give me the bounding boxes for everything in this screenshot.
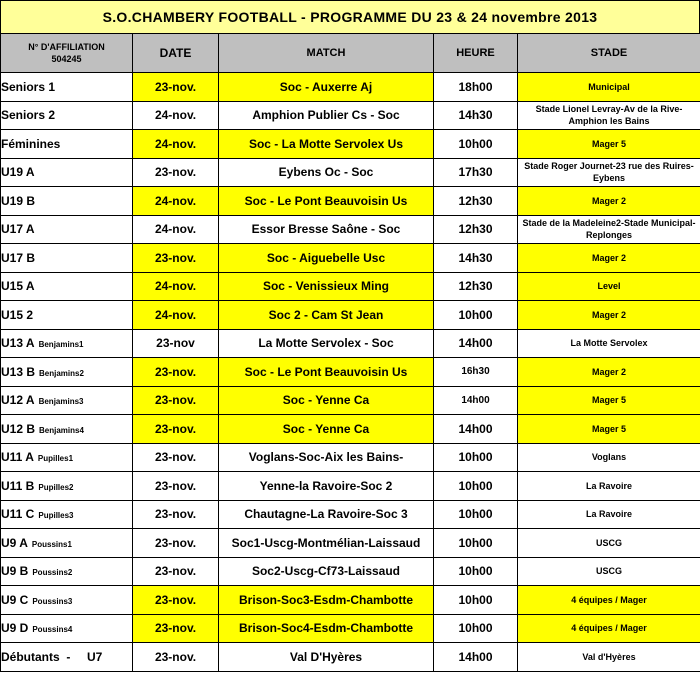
heure-cell: 10h00 [434,500,518,529]
match-cell: Voglans-Soc-Aix les Bains- [219,443,434,472]
category-cell [1,557,133,586]
stade-cell: Mager 2 [518,244,700,273]
category-label: U11 B [1,478,35,493]
subcategory-label: Poussins3 [32,596,73,606]
match-cell: Soc - Auxerre Aj [219,73,434,102]
programme-table [0,33,700,672]
match-cell: Amphion Publier Cs - Soc [219,101,434,130]
category-cell [1,358,133,387]
heure-header: HEURE [434,34,518,73]
category-label: U9 C [1,592,29,607]
heure-cell: 14h00 [434,386,518,415]
match-cell: Soc 2 - Cam St Jean [219,301,434,330]
table-row [1,415,700,444]
stade-cell: Voglans [518,443,700,472]
match-cell: Eybens Oc - Soc [219,158,434,187]
category-cell [1,187,133,216]
category-label: U9 A [1,535,28,550]
stade-cell: USCG [518,557,700,586]
category-label: U15 A [1,279,35,294]
date-cell: 23-nov. [133,472,219,501]
heure-cell: 12h30 [434,187,518,216]
match-cell: Soc - Yenne Ca [219,415,434,444]
heure-cell: 16h30 [434,358,518,387]
date-cell: 23-nov. [133,643,219,672]
subcategory-label: Benjamins3 [38,397,84,407]
category-label: Seniors 2 [1,108,56,123]
heure-cell: 14h30 [434,101,518,130]
table-row [1,529,700,558]
category-cell [1,244,133,273]
heure-cell: 10h00 [434,130,518,159]
subcategory-label: Pupilles1 [37,454,74,464]
category-label: U9 B [1,564,29,579]
category-label: U13 A [1,336,35,351]
date-cell: 23-nov. [133,358,219,387]
date-cell: 23-nov. [133,529,219,558]
heure-cell: 12h30 [434,215,518,244]
category-cell [1,329,133,358]
date-cell: 23-nov. [133,557,219,586]
date-cell: 24-nov. [133,130,219,159]
table-row [1,500,700,529]
date-cell: 24-nov. [133,301,219,330]
date-cell: 24-nov. [133,187,219,216]
stade-cell: Mager 2 [518,187,700,216]
category-label: U13 B [1,364,36,379]
date-cell: 23-nov. [133,443,219,472]
table-header-row [1,34,700,73]
match-cell: Brison-Soc3-Esdm-Chambotte [219,586,434,615]
date-cell: 23-nov. [133,158,219,187]
subcategory-label: Poussins1 [31,539,72,549]
category-cell [1,386,133,415]
category-label: U17 B [1,250,36,265]
date-cell: 23-nov. [133,73,219,102]
category-cell [1,643,133,672]
stade-cell: Mager 5 [518,130,700,159]
stade-cell: Stade de la Madeleine2-Stade Municipal-Replonges [518,215,700,244]
match-cell: La Motte Servolex - Soc [219,329,434,358]
subcategory-label: Benjamins1 [38,340,84,350]
subcategory-label: Benjamins2 [39,368,84,378]
stade-header: STADE [518,34,700,73]
date-cell: 24-nov. [133,215,219,244]
table-row [1,101,700,130]
date-cell: 24-nov. [133,101,219,130]
heure-cell: 14h00 [434,329,518,358]
stade-cell: USCG [518,529,700,558]
category-cell [1,443,133,472]
affiliation-header [1,34,133,73]
date-cell: 23-nov. [133,586,219,615]
category-label: U15 2 [1,307,34,322]
match-header: MATCH [219,34,434,73]
heure-cell: 10h00 [434,557,518,586]
date-cell: 23-nov. [133,415,219,444]
category-label: Féminines [1,136,61,151]
subcategory-label: Pupilles2 [38,482,74,492]
stade-cell: Municipal [518,73,700,102]
table-row [1,158,700,187]
stade-cell: La Ravoire [518,500,700,529]
category-label: Débutants - U7 [1,649,103,664]
table-row [1,272,700,301]
table-row [1,130,700,159]
category-label: U11 C [1,507,35,522]
category-cell [1,215,133,244]
subcategory-label: Pupilles3 [38,511,74,521]
match-cell: Chautagne-La Ravoire-Soc 3 [219,500,434,529]
category-label: U19 B [1,193,36,208]
stade-cell: Mager 2 [518,301,700,330]
category-label: U17 A [1,222,35,237]
match-cell: Brison-Soc4-Esdm-Chambotte [219,614,434,643]
table-row [1,187,700,216]
date-cell: 23-nov. [133,500,219,529]
category-cell [1,586,133,615]
match-cell: Val D'Hyères [219,643,434,672]
stade-cell: 4 équipes / Mager [518,586,700,615]
heure-cell: 14h00 [434,415,518,444]
match-cell: Soc - Le Pont Beauvoisin Us [219,358,434,387]
date-cell: 23-nov. [133,386,219,415]
category-label: U9 D [1,621,29,636]
category-cell [1,415,133,444]
stade-cell: La Ravoire [518,472,700,501]
category-label: U11 A [1,450,34,465]
table-row [1,358,700,387]
subcategory-label: Benjamins4 [39,425,84,435]
table-row [1,586,700,615]
category-cell [1,500,133,529]
subcategory-label: Poussins4 [32,625,73,635]
category-cell [1,529,133,558]
category-cell [1,301,133,330]
match-cell: Soc - La Motte Servolex Us [219,130,434,159]
stade-cell: Stade Lionel Levray-Av de la Rive-Amphion les Bains [518,101,700,130]
stade-cell: Stade Roger Journet-23 rue des Ruires-Eybens [518,158,700,187]
table-row [1,614,700,643]
match-cell: Soc - Yenne Ca [219,386,434,415]
category-cell [1,472,133,501]
subcategory-label: Poussins2 [32,568,73,578]
heure-cell: 10h00 [434,472,518,501]
heure-cell: 14h00 [434,643,518,672]
category-cell [1,73,133,102]
heure-cell: 10h00 [434,614,518,643]
heure-cell: 10h00 [434,301,518,330]
table-row [1,643,700,672]
category-cell [1,614,133,643]
heure-cell: 17h30 [434,158,518,187]
date-cell: 23-nov. [133,244,219,273]
date-cell: 23-nov. [133,614,219,643]
date-cell: 23-nov [133,329,219,358]
category-cell [1,272,133,301]
table-row [1,215,700,244]
match-cell: Soc2-Uscg-Cf73-Laissaud [219,557,434,586]
stade-cell: 4 équipes / Mager [518,614,700,643]
match-cell: Soc - Le Pont Beauvoisin Us [219,187,434,216]
table-row [1,443,700,472]
affiliation-label: N° D'AFFILIATION [28,42,105,52]
stade-cell: Mager 5 [518,386,700,415]
category-label: U12 A [1,393,35,408]
table-row [1,386,700,415]
match-cell: Soc - Venissieux Ming [219,272,434,301]
stade-cell: Val d'Hyères [518,643,700,672]
match-cell: Yenne-la Ravoire-Soc 2 [219,472,434,501]
date-cell: 24-nov. [133,272,219,301]
heure-cell: 18h00 [434,73,518,102]
table-row [1,301,700,330]
category-cell [1,101,133,130]
heure-cell: 14h30 [434,244,518,273]
page-title: S.O.CHAMBERY FOOTBALL - PROGRAMME DU 23 & 24 novembre 2013 [0,0,700,34]
stade-cell: Mager 5 [518,415,700,444]
match-cell: Soc - Aiguebelle Usc [219,244,434,273]
date-header: DATE [133,34,219,73]
heure-cell: 12h30 [434,272,518,301]
category-label: U19 A [1,165,35,180]
affiliation-number: 504245 [51,54,82,64]
heure-cell: 10h00 [434,443,518,472]
heure-cell: 10h00 [434,529,518,558]
stade-cell: La Motte Servolex [518,329,700,358]
table-row [1,557,700,586]
category-cell [1,130,133,159]
table-row [1,244,700,273]
category-cell [1,158,133,187]
stade-cell: Level [518,272,700,301]
table-row [1,73,700,102]
category-label: Seniors 1 [1,79,56,94]
table-body [1,73,700,672]
heure-cell: 10h00 [434,586,518,615]
table-row [1,472,700,501]
table-row [1,329,700,358]
category-label: U12 B [1,421,36,436]
match-cell: Essor Bresse Saône - Soc [219,215,434,244]
stade-cell: Mager 2 [518,358,700,387]
match-cell: Soc1-Uscg-Montmélian-Laissaud [219,529,434,558]
